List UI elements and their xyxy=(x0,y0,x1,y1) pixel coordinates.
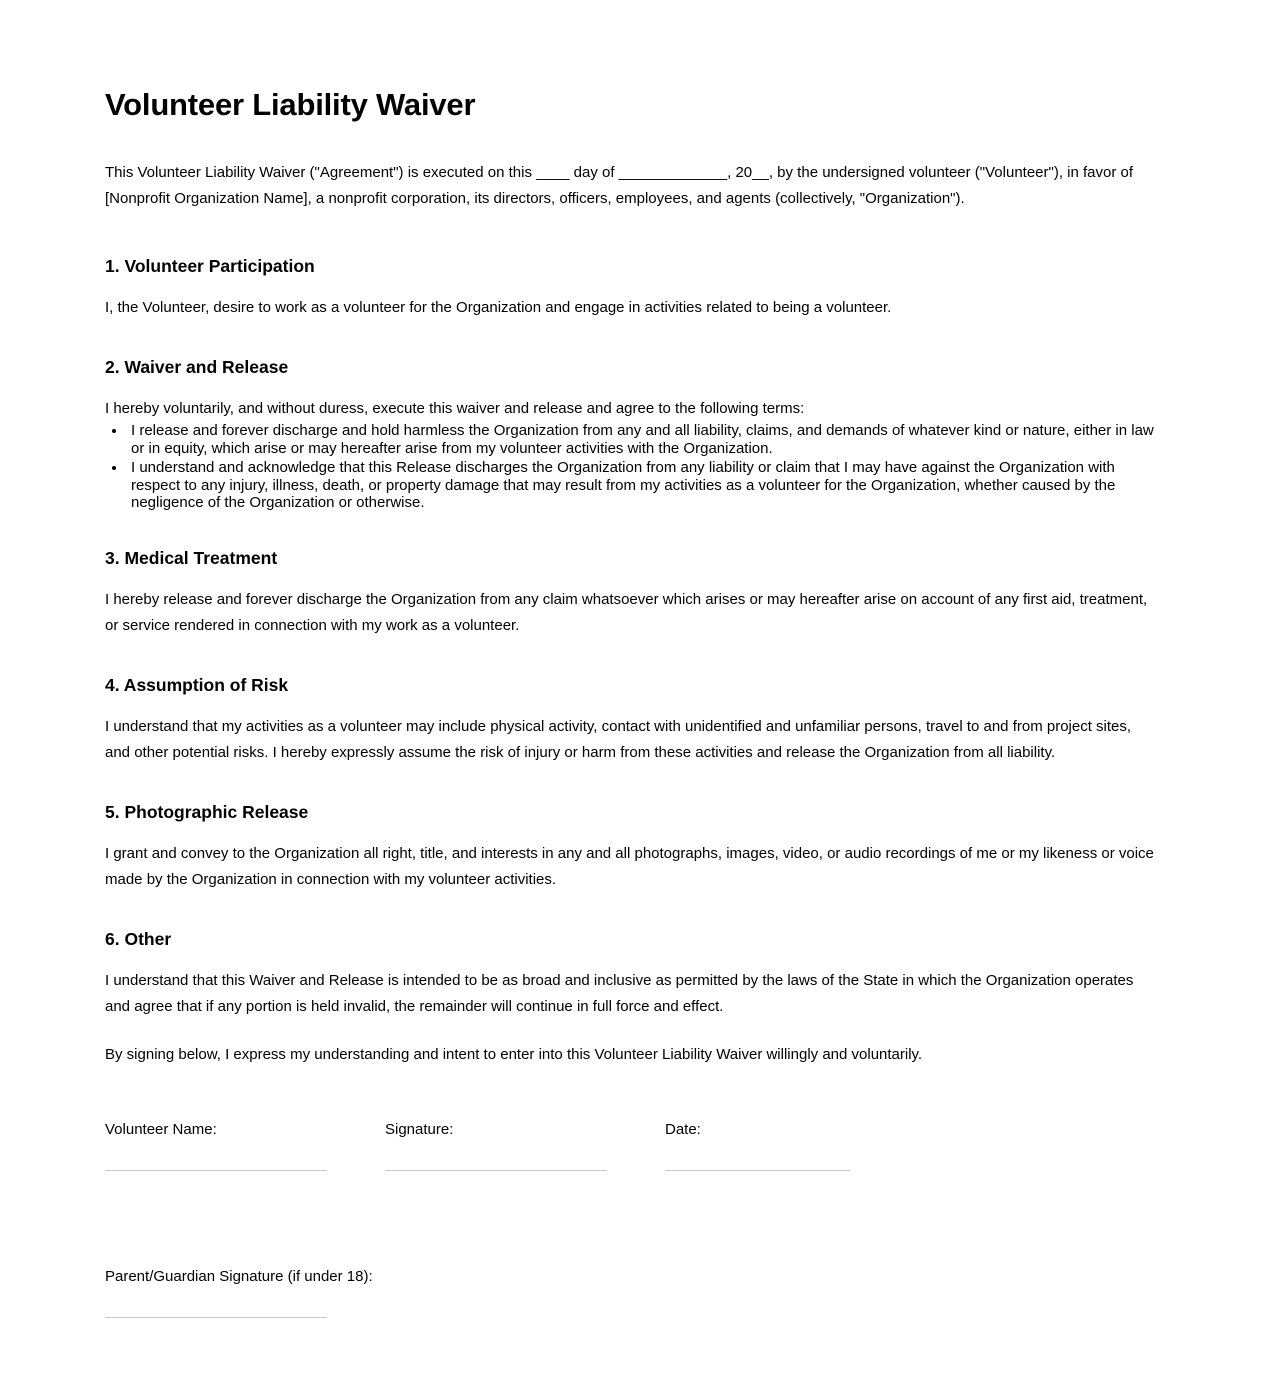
section-heading-5: 5. Photographic Release xyxy=(105,801,309,822)
date-field[interactable] xyxy=(665,1120,945,1171)
section-waiver-and-release xyxy=(105,357,1155,512)
signature-field[interactable] xyxy=(385,1120,665,1171)
section-other xyxy=(105,929,1155,1068)
volunteer-name-field[interactable] xyxy=(105,1120,385,1171)
section-heading-1: 1. Volunteer Participation xyxy=(105,256,315,277)
guardian-signature-label: Parent/Guardian Signature (if under 18): xyxy=(105,1267,373,1285)
section-volunteer-participation xyxy=(105,256,1155,321)
section-body-2: I hereby voluntarily, and without duress, execute this waiver and release and agree to the following terms: xyxy=(105,400,805,418)
list-item: • I understand and acknowledge that this Release discharges the Organization from any liability or claim that I may have against the Organization with respect to any injury, illness, death, or property damage that may result from my activities as a volunteer for the Organization, whether caused by the negligence of the Organization or otherwise. xyxy=(127,459,1155,512)
signature-block xyxy=(105,1120,1155,1171)
waiver-terms-list xyxy=(105,422,1155,512)
section-body-4: I understand that my activities as a volunteer may include physical activity, contact with unidentified and unfamiliar persons, travel to and from project sites, and other potential risks. I hereby expressly assume the risk of injury or harm from these activities and release the Organization from all liability. xyxy=(105,717,1132,761)
section-heading-2: 2. Waiver and Release xyxy=(105,357,289,378)
intro-paragraph: This Volunteer Liability Waiver ("Agreement") is executed on this ____ day of _____________, 20__, by the undersigned volunteer ("Volunteer"), in favor of [Nonprofit Organization Name], a nonprofit corporation, its directors, officers, employees, and agents (collectively, "Organization"). xyxy=(105,164,1134,208)
guardian-signature-field[interactable] xyxy=(105,1267,1155,1318)
list-item: • I release and forever discharge and hold harmless the Organization from any and all liability, claims, and demands of whatever kind or nature, either in law or in equity, which arise or may hereafter arise from my volunteer activities with the Organization. xyxy=(127,422,1155,457)
signature-line[interactable] xyxy=(385,1170,607,1171)
page-title: Volunteer Liability Waiver xyxy=(105,87,476,122)
section-photographic-release xyxy=(105,802,1155,893)
date-label: Date: xyxy=(665,1120,701,1138)
signature-label: Signature: xyxy=(385,1120,454,1138)
volunteer-name-line[interactable] xyxy=(105,1170,327,1171)
section-medical-treatment xyxy=(105,548,1155,639)
guardian-signature-line[interactable] xyxy=(105,1317,327,1318)
section-assumption-of-risk xyxy=(105,675,1155,766)
section-body-1: I, the Volunteer, desire to work as a volunteer for the Organization and engage in activities related to being a volunteer. xyxy=(105,299,892,317)
section-heading-3: 3. Medical Treatment xyxy=(105,547,278,568)
section-body-5: I grant and convey to the Organization all right, title, and interests in any and all photographs, images, video, or audio recordings of me or my likeness or voice made by the Organization in connection with my volunteer activities. xyxy=(105,844,1154,888)
section-heading-4: 4. Assumption of Risk xyxy=(105,674,289,695)
section-body-6: I understand that this Waiver and Release is intended to be as broad and inclusive as permitted by the laws of the State in which the Organization operates and agree that if any portion is held invalid, the remainder will continue in full force and effect. xyxy=(105,971,1134,1015)
section-body-3: I hereby release and forever discharge the Organization from any claim whatsoever which arises or may hereafter arise on account of any first aid, treatment, or service rendered in connection with my work as a volunteer. xyxy=(105,590,1148,634)
volunteer-name-label: Volunteer Name: xyxy=(105,1120,217,1138)
section-heading-6: 6. Other xyxy=(105,928,172,949)
date-line[interactable] xyxy=(665,1170,850,1171)
section-body-6-closing: By signing below, I express my understanding and intent to enter into this Volunteer Liability Waiver willingly and voluntarily. xyxy=(105,1045,923,1063)
